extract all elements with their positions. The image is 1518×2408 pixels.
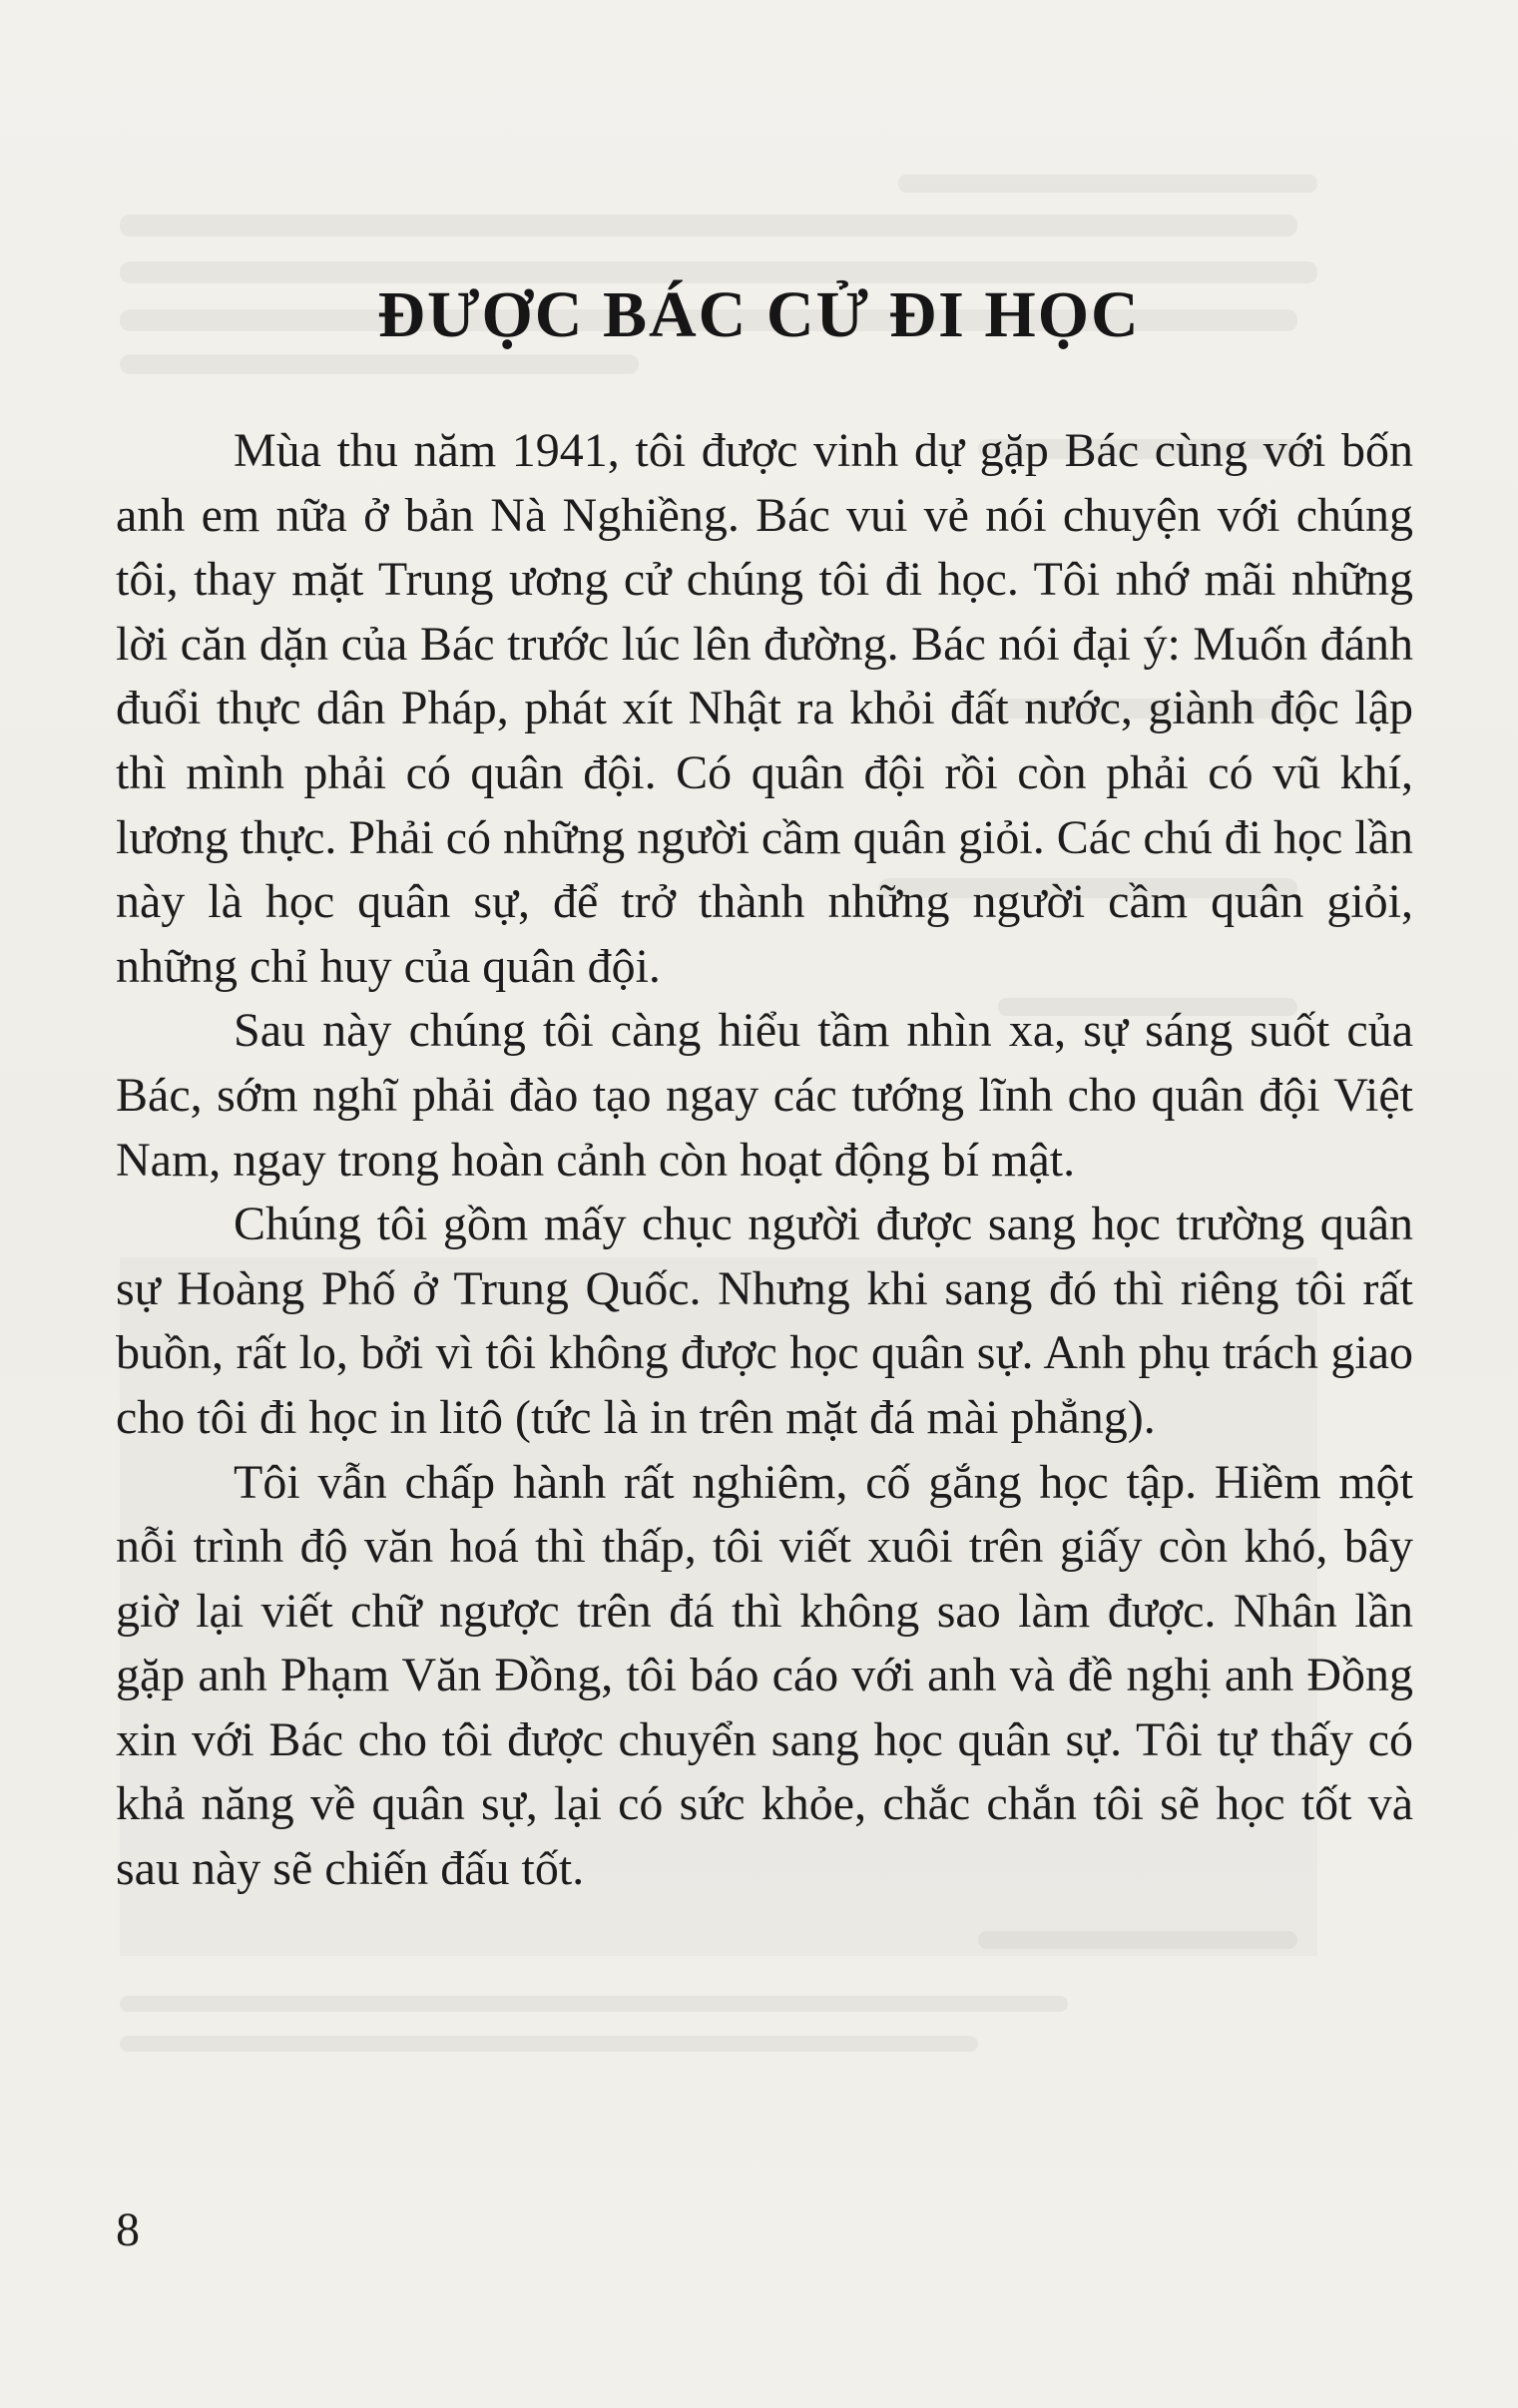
paragraph-1: Mùa thu năm 1941, tôi được vinh dự gặp Bác cùng với bốn anh em nữa ở bản Nà Nghiềng. Bác vui vẻ nói chuyện với chúng tôi, thay mặt Trung ương cử chúng tôi đi học. Tôi nhớ mãi những lời căn dặn của Bác trước lúc lên đường. Bác nói đại ý: Muốn đánh đuổi thực dân Pháp, phát xít Nhật ra khỏi đất nước, giành độc lập thì mình phải có quân đội. Có quân đội rồi còn phải có vũ khí, lương thực. Phải có những người cầm quân giỏi. Các chú đi học lần này là học quân sự, để trở thành những người cầm quân giỏi, những chỉ huy của quân đội. — [116, 424, 1413, 993]
paragraph-3: Chúng tôi gồm mấy chục người được sang học trường quân sự Hoàng Phố ở Trung Quốc. Nhưng khi sang đó thì riêng tôi rất buồn, rất lo, bởi vì tôi không được học quân sự. Anh phụ trách giao cho tôi đi học in litô (tức là in trên mặt đá mài phẳng). — [116, 1198, 1413, 1444]
page-number: 8 — [116, 2203, 140, 2256]
chapter-title: ĐƯỢC BÁC CỬ ĐI HỌC — [377, 278, 1141, 351]
paragraph-2: Sau này chúng tôi càng hiểu tầm nhìn xa, sự sáng suốt của Bác, sớm nghĩ phải đào tạo ngay các tướng lĩnh cho quân đội Việt Nam, ngay trong hoàn cảnh còn hoạt động bí mật. — [116, 1004, 1413, 1187]
paragraph-4: Tôi vẫn chấp hành rất nghiêm, cố gắng học tập. Hiềm một nỗi trình độ văn hoá thì thấp, tôi viết xuôi trên giấy còn khó, bây giờ lại viết chữ ngược trên đá thì không sao làm được. Nhân lần gặp anh Phạm Văn Đồng, tôi báo cáo với anh và đề nghị anh Đồng xin với Bác cho tôi được chuyển sang học quân sự. Tôi tự thấy có khả năng về quân sự, lại có sức khỏe, chắc chắn tôi sẽ học tốt và sau này sẽ chiến đấu tốt. — [116, 1455, 1413, 1896]
body-text — [116, 419, 1413, 1902]
